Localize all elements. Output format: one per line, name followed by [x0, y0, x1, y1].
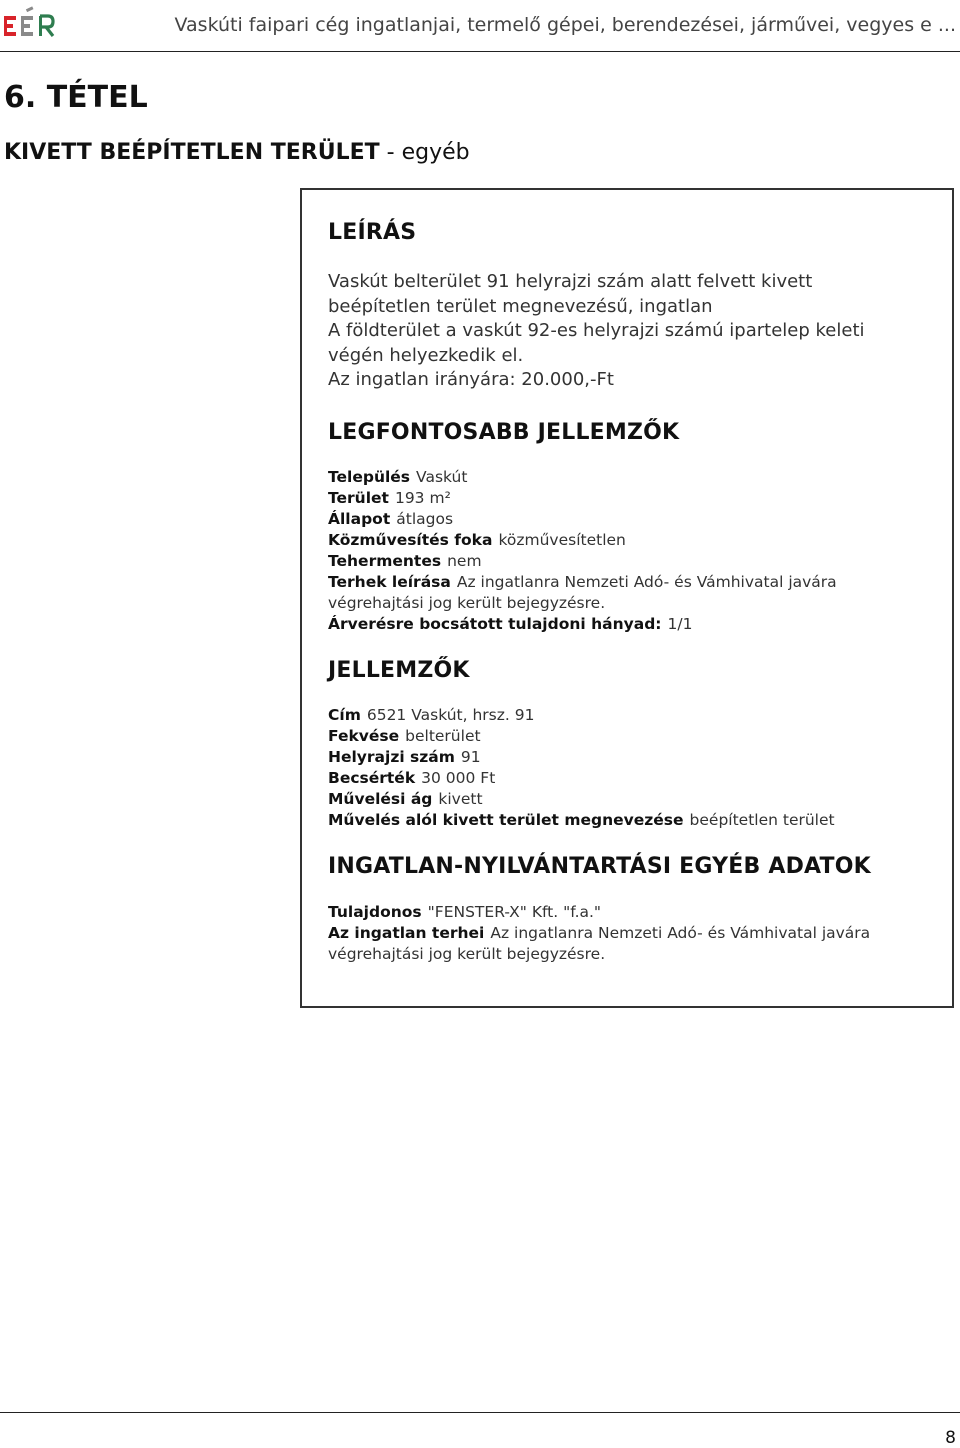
- property-key: Település: [328, 468, 411, 486]
- header-divider: [0, 51, 960, 52]
- description-line: végén helyezkedik el.: [328, 344, 524, 366]
- property-value: kivett: [438, 790, 483, 808]
- section-title-key-features: LEGFONTOSABB JELLEMZŐK: [328, 420, 680, 445]
- lot-subtitle-suffix: - egyéb: [379, 140, 470, 165]
- section-title-registry: INGATLAN-NYILVÁNTARTÁSI EGYÉB ADATOK: [328, 854, 871, 879]
- property-row: [328, 923, 870, 944]
- property-row-continuation: [328, 944, 605, 965]
- property-row: [328, 614, 692, 635]
- property-value: 193 m²: [394, 489, 451, 507]
- section-title-leiras: LEÍRÁS: [328, 220, 417, 245]
- property-key: Művelési ág: [328, 790, 433, 808]
- property-value: 91: [460, 748, 481, 766]
- property-key: Fekvése: [328, 727, 400, 745]
- property-key: Állapot: [328, 510, 391, 528]
- lot-subtitle-main: KIVETT BEÉPÍTETLEN TERÜLET: [4, 140, 380, 165]
- property-key: Becsérték: [328, 769, 416, 787]
- property-row: [328, 902, 601, 923]
- property-key: Tulajdonos: [328, 903, 422, 921]
- property-key: Helyrajzi szám: [328, 748, 455, 766]
- property-value: Vaskút: [416, 468, 468, 486]
- property-row: [328, 705, 534, 726]
- page-header: [0, 0, 960, 52]
- section-title-features: JELLEMZŐK: [328, 658, 470, 683]
- property-row: [328, 530, 626, 551]
- property-key: Tehermentes: [328, 552, 442, 570]
- footer-divider: [0, 1412, 960, 1413]
- property-value: belterület: [405, 727, 481, 745]
- property-row: [328, 810, 835, 831]
- page-number: 8: [945, 1428, 956, 1448]
- property-value: végrehajtási jog került bejegyzésre.: [328, 945, 606, 963]
- property-key: Az ingatlan terhei: [328, 924, 485, 942]
- property-value: átlagos: [396, 510, 454, 528]
- property-row: [328, 768, 495, 789]
- description-line: Az ingatlan irányára: 20.000,-Ft: [328, 369, 614, 390]
- property-value: 1/1: [667, 615, 693, 633]
- property-key: Művelés alól kivett terület megnevezése: [328, 811, 684, 829]
- property-row: [328, 488, 451, 509]
- property-row-continuation: [328, 593, 605, 614]
- property-row: [328, 726, 481, 747]
- description-line: Vaskút belterület 91 helyrajzi szám alatt felvett kivett: [328, 271, 813, 292]
- lot-details-panel: [300, 188, 954, 1008]
- property-row: [328, 747, 481, 768]
- property-value: 30 000 Ft: [421, 769, 496, 787]
- property-key: Cím: [328, 706, 361, 724]
- document-title: Vaskúti faipari cég ingatlanjai, termelő gépei, berendezései, járművei, vegyes e ...: [174, 14, 956, 36]
- property-value: végrehajtási jog került bejegyzésre.: [328, 594, 606, 612]
- property-key: Terület: [328, 489, 389, 507]
- description-line: A földterület a vaskút 92-es helyrajzi számú ipartelep keleti: [328, 320, 865, 341]
- property-value: "FENSTER-X" Kft. "f.a.": [427, 903, 602, 921]
- property-key: Közművesítés foka: [328, 531, 493, 549]
- description-line: beépítetlen terület megnevezésű, ingatlan: [328, 295, 713, 317]
- property-row: [328, 572, 837, 593]
- property-row: [328, 467, 467, 488]
- property-key: Terhek leírása: [328, 573, 451, 591]
- property-row: [328, 789, 483, 810]
- lot-subtitle: [4, 140, 470, 165]
- property-row: [328, 551, 482, 572]
- property-value: beépítetlen terület: [689, 811, 835, 829]
- property-value: Az ingatlanra Nemzeti Adó- és Vámhivatal javára: [456, 573, 837, 591]
- lot-number: 6. TÉTEL: [4, 80, 148, 115]
- property-value: közművesítetlen: [498, 531, 626, 549]
- property-value: Az ingatlanra Nemzeti Adó- és Vámhivatal javára: [490, 924, 871, 942]
- eer-logo: [4, 6, 56, 40]
- property-value: 6521 Vaskút, hrsz. 91: [366, 706, 535, 724]
- property-key: Árverésre bocsátott tulajdoni hányad:: [328, 615, 662, 633]
- property-row: [328, 509, 453, 530]
- property-value: nem: [447, 552, 482, 570]
- description: [328, 270, 928, 393]
